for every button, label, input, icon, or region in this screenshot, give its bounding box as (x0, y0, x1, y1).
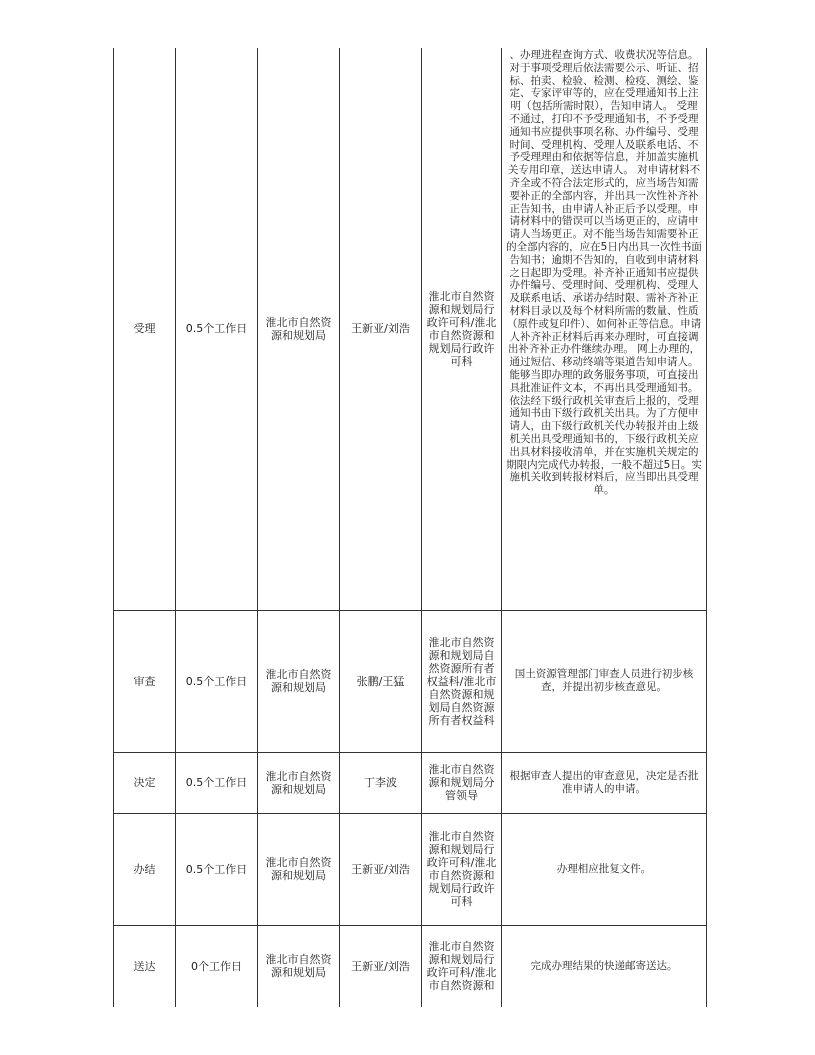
requirements-cell: 办理相应批复文件。 (502, 813, 707, 925)
agency-cell: 淮北市自然资源和规划局 (258, 813, 340, 925)
step-cell: 办结 (114, 813, 176, 925)
time-limit-cell: 0.5个工作日 (176, 813, 258, 925)
table-row (114, 610, 707, 752)
requirements-cell: 国土资源管理部门审查人员进行初步核查，并提出初步核查意见。 (502, 610, 707, 752)
step-cell: 送达 (114, 925, 176, 1007)
table-row (114, 925, 707, 1007)
department-cell: 淮北市自然资源和规划局行政许可科/淮北市自然资源和规划局行政许可科 (422, 48, 502, 610)
table-row (114, 48, 707, 610)
agency-cell: 淮北市自然资源和规划局 (258, 752, 340, 813)
department-cell: 淮北市自然资源和规划局分管领导 (422, 752, 502, 813)
time-limit-cell: 0.5个工作日 (176, 48, 258, 610)
person-cell: 王新亚/刘浩 (340, 925, 422, 1007)
requirements-cell: 、办理进程查询方式、收费状况等信息。对于事项受理后依法需要公示、听证、招标、拍卖、检验、检测、检疫、测绘、鉴定、专家评审等的，应在受理通知书上注明（包括所需时限），告知申请人。 受理不通过，打印不予受理通知书，不予受理通知书应提供事项名称、办件编号、受理时间、受理机构、受理人及联系电话、不予受理理由和依据等信息，并加盖实施机关专用印章，送达申请人。 对申请材料不齐全或不符合法定形式的，应当场告知需要补正的全部内容，并出具一次性补齐补正告知书，由申请人补正后予以受理。申请材料中的错误可以当场更正的，应请申请人当场更正。对不能当场告知需要补正的全部内容的，应在5日内出具一次性书面告知书；逾期不告知的，自收到申请材料之日起即为受理。补齐补正通知书应提供办件编号、受理时间、受理机构、受理人及联系电话、承诺办结时限、需补齐补正材料目录以及每个材料所需的数量、性质（原件或复印件）、如何补正等信息。申请人补齐补正材料后再来办理时，可直接调出补齐补正办件继续办理。 网上办理的，通过短信、移动终端等渠道告知申请人。 能够当即办理的政务服务事项，可直接出具批准证件文本，不再出具受理通知书。依法经下级行政机关审查后上报的，受理通知书由下级行政机关出具。为了方便申请人，由下级行政机关代办转报并由上级机关出具受理通知书的，下级行政机关应出具材料接收清单，并在实施机关规定的期限内完成代办转报，一般不超过5日。实施机关收到转报材料后，应当即出具受理单。 (502, 48, 707, 610)
person-cell: 丁李波 (340, 752, 422, 813)
requirements-cell: 根据审查人提出的审查意见，决定是否批准申请人的申请。 (502, 752, 707, 813)
person-cell: 王新亚/刘浩 (340, 48, 422, 610)
person-cell: 张鹏/王猛 (340, 610, 422, 752)
step-cell: 受理 (114, 48, 176, 610)
time-limit-cell: 0.5个工作日 (176, 610, 258, 752)
agency-cell: 淮北市自然资源和规划局 (258, 610, 340, 752)
process-table (113, 48, 707, 1007)
department-cell: 淮北市自然资源和规划局自然资源所有者权益科/淮北市自然资源和规划局自然资源所有者权益科 (422, 610, 502, 752)
step-cell: 审查 (114, 610, 176, 752)
requirements-cell: 完成办理结果的快递邮寄送达。 (502, 925, 707, 1007)
step-cell: 决定 (114, 752, 176, 813)
table-row (114, 752, 707, 813)
department-cell: 淮北市自然资源和规划局行政许可科/淮北市自然资源和 (422, 925, 502, 1007)
agency-cell: 淮北市自然资源和规划局 (258, 925, 340, 1007)
time-limit-cell: 0.5个工作日 (176, 752, 258, 813)
agency-cell: 淮北市自然资源和规划局 (258, 48, 340, 610)
table-row (114, 813, 707, 925)
time-limit-cell: 0个工作日 (176, 925, 258, 1007)
person-cell: 王新亚/刘浩 (340, 813, 422, 925)
department-cell: 淮北市自然资源和规划局行政许可科/淮北市自然资源和规划局行政许可科 (422, 813, 502, 925)
